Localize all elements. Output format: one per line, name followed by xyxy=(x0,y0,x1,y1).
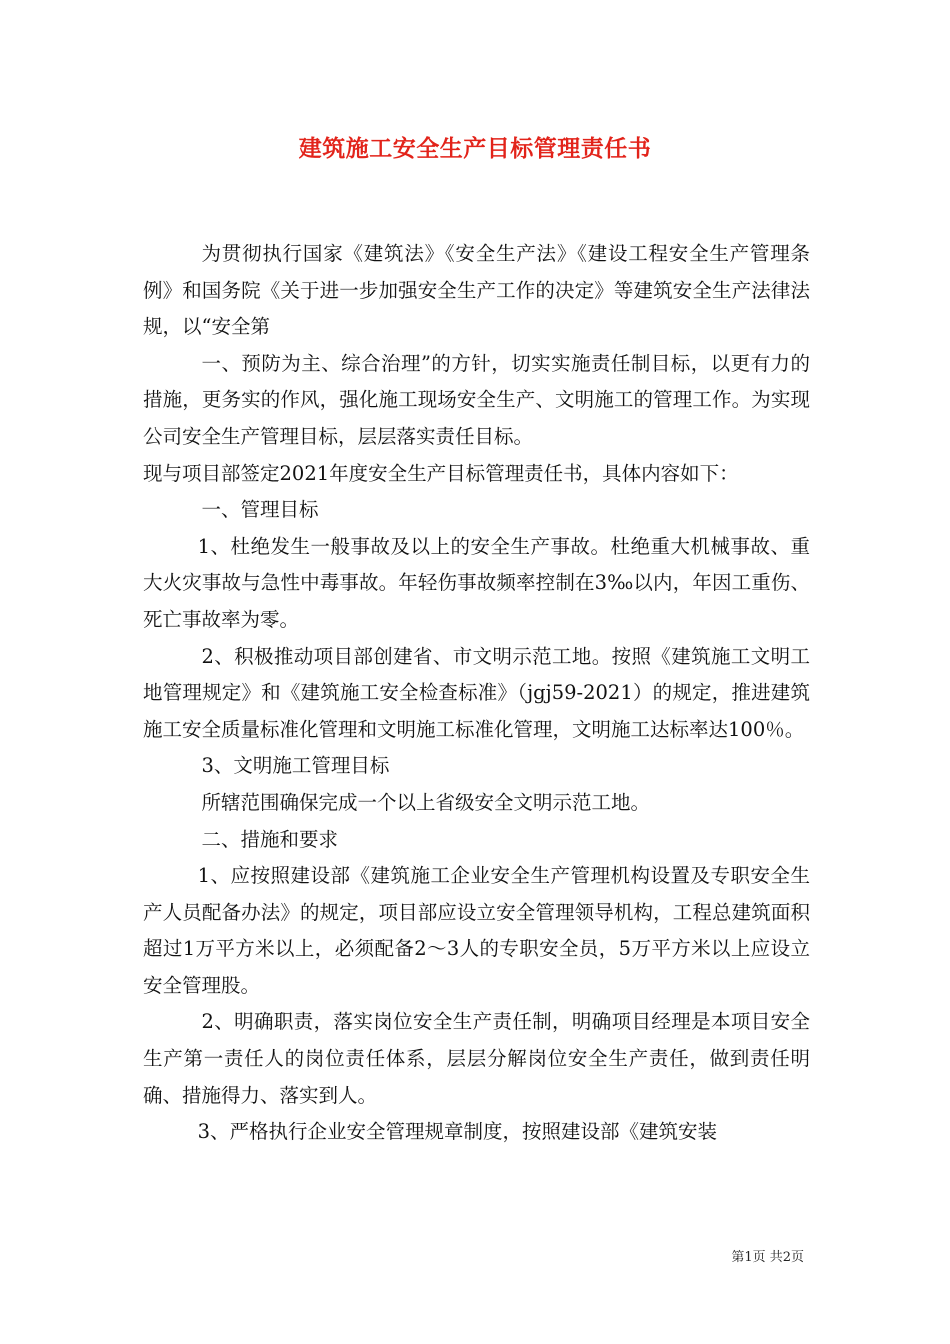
section-heading-measures: 二、措施和要求 xyxy=(201,827,339,851)
paragraph-goal-2: 2、积极推动项目部创建省、市文明示范工地。按照《建筑施工文明工地管理规定》和《建筑施工安全检查标准》（jgj59-2021）的规定，推进建筑施工安全质量标准化管理和文明施工标准化管理，文明施工达标率达100％。 xyxy=(143,644,810,741)
page-number: 第1页 共2页 xyxy=(731,1250,804,1265)
document-title: 建筑施工安全生产目标管理责任书 xyxy=(298,135,652,162)
paragraph-contract: 现与项目部签定2021年度安全生产目标管理责任书，具体内容如下： xyxy=(143,461,739,485)
paragraph-goal-3-heading: 3、文明施工管理目标 xyxy=(201,754,390,778)
paragraph-measure-1: 1、应按照建设部《建筑施工企业安全生产管理机构设置及专职安全生产人员配备办法》的规定，项目部应设立安全管理领导机构，工程总建筑面积超过1万平方米以上，必须配备2～3人的专职安全员，5万平方米以上应设立安全管理股。 xyxy=(143,864,810,997)
paragraph-principle: 一、预防为主、综合治理”的方针，切实实施责任制目标，以更有力的措施，更务实的作风，强化施工现场安全生产、文明施工的管理工作。为实现公司安全生产管理目标，层层落实责任目标。 xyxy=(143,351,810,448)
document-body xyxy=(143,236,810,1151)
paragraph-goal-1: 1、杜绝发生一般事故及以上的安全生产事故。杜绝重大机械事故、重大火灾事故与急性中毒事故。年轻伤事故频率控制在3‰以内，年因工重伤、死亡事故率为零。 xyxy=(143,534,810,631)
paragraph-measure-2: 2、明确职责，落实岗位安全生产责任制，明确项目经理是本项目安全生产第一责任人的岗位责任体系，层层分解岗位安全生产责任，做到责任明确、措施得力、落实到人。 xyxy=(143,1010,810,1107)
paragraph-measure-3: 3、严格执行企业安全管理规章制度，按照建设部《建筑安装 xyxy=(197,1120,718,1144)
paragraph-goal-3-text: 所辖范围确保完成一个以上省级安全文明示范工地。 xyxy=(201,790,651,814)
section-heading-goals: 一、管理目标 xyxy=(201,498,319,522)
paragraph-intro: 为贯彻执行国家《建筑法》《安全生产法》《建设工程安全生产管理条例》和国务院《关于进一步加强安全生产工作的决定》等建筑安全生产法律法规，以“安全第 xyxy=(143,242,810,339)
